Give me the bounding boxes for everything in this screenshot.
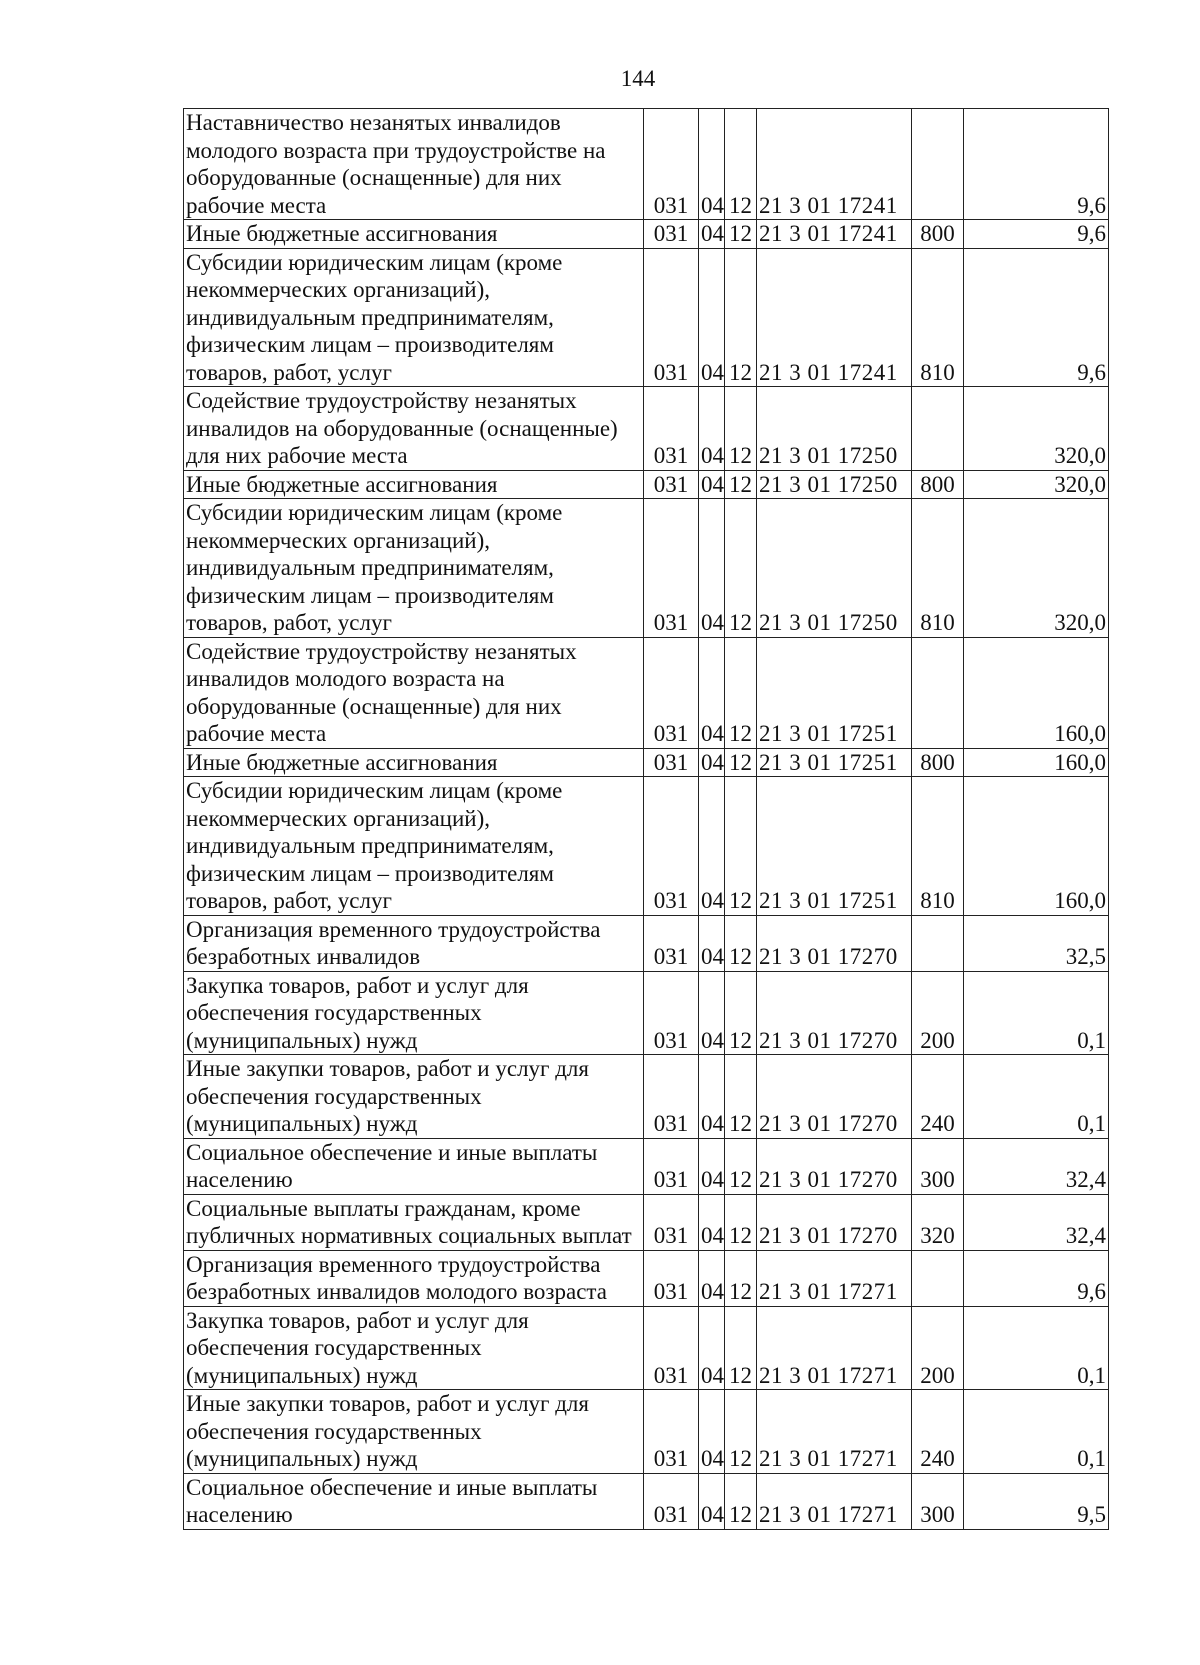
target-article-cell: 21 3 01 17270 xyxy=(757,915,912,971)
expense-type-cell xyxy=(912,915,964,971)
amount-cell: 160,0 xyxy=(964,748,1109,777)
expense-type-cell: 240 xyxy=(912,1390,964,1474)
subsection-code-cell: 12 xyxy=(725,1390,757,1474)
admin-code-cell: 031 xyxy=(644,971,699,1055)
admin-code-cell: 031 xyxy=(644,1194,699,1250)
subsection-code-cell: 12 xyxy=(725,499,757,638)
target-article-cell: 21 3 01 17271 xyxy=(757,1390,912,1474)
expense-name-cell: Содействие трудоустройству незанятых инвалидов на оборудованные (оснащенные) для них рабочие места xyxy=(184,387,644,471)
amount-cell: 160,0 xyxy=(964,777,1109,916)
expense-name-cell: Субсидии юридическим лицам (кроме некоммерческих организаций), индивидуальным предпринимателям, физическим лицам – производителям товаров, работ, услуг xyxy=(184,777,644,916)
subsection-code-cell: 12 xyxy=(725,637,757,748)
amount-cell: 0,1 xyxy=(964,1055,1109,1139)
admin-code-cell: 031 xyxy=(644,748,699,777)
expense-type-cell: 200 xyxy=(912,971,964,1055)
expense-name-cell: Социальные выплаты гражданам, кроме публичных нормативных социальных выплат xyxy=(184,1194,644,1250)
expense-type-cell: 810 xyxy=(912,499,964,638)
amount-cell: 9,6 xyxy=(964,109,1109,220)
target-article-cell: 21 3 01 17251 xyxy=(757,637,912,748)
admin-code-cell: 031 xyxy=(644,1473,699,1529)
expense-type-cell xyxy=(912,109,964,220)
subsection-code-cell: 12 xyxy=(725,748,757,777)
amount-cell: 0,1 xyxy=(964,1390,1109,1474)
subsection-code-cell: 12 xyxy=(725,971,757,1055)
expense-name-cell: Организация временного трудоустройства безработных инвалидов молодого возраста xyxy=(184,1250,644,1306)
subsection-code-cell: 12 xyxy=(725,109,757,220)
amount-cell: 9,5 xyxy=(964,1473,1109,1529)
table-row xyxy=(184,748,1109,777)
admin-code-cell: 031 xyxy=(644,777,699,916)
expense-name-cell: Социальное обеспечение и иные выплаты населению xyxy=(184,1138,644,1194)
section-code-cell: 04 xyxy=(699,1306,725,1390)
expense-type-cell: 800 xyxy=(912,220,964,249)
amount-cell: 160,0 xyxy=(964,637,1109,748)
amount-cell: 320,0 xyxy=(964,470,1109,499)
section-code-cell: 04 xyxy=(699,637,725,748)
target-article-cell: 21 3 01 17271 xyxy=(757,1473,912,1529)
amount-cell: 9,6 xyxy=(964,220,1109,249)
amount-cell: 9,6 xyxy=(964,248,1109,387)
expense-type-cell xyxy=(912,1250,964,1306)
expense-type-cell: 810 xyxy=(912,777,964,916)
section-code-cell: 04 xyxy=(699,971,725,1055)
expense-name-cell: Иные бюджетные ассигнования xyxy=(184,220,644,249)
target-article-cell: 21 3 01 17250 xyxy=(757,499,912,638)
expense-name-cell: Содействие трудоустройству незанятых инвалидов молодого возраста на оборудованные (оснащенные) для них рабочие места xyxy=(184,637,644,748)
table-row xyxy=(184,1306,1109,1390)
expense-type-cell: 810 xyxy=(912,248,964,387)
subsection-code-cell: 12 xyxy=(725,387,757,471)
admin-code-cell: 031 xyxy=(644,1306,699,1390)
target-article-cell: 21 3 01 17241 xyxy=(757,248,912,387)
section-code-cell: 04 xyxy=(699,470,725,499)
expense-type-cell: 800 xyxy=(912,470,964,499)
expense-name-cell: Закупка товаров, работ и услуг для обеспечения государственных (муниципальных) нужд xyxy=(184,1306,644,1390)
expense-name-cell: Наставничество незанятых инвалидов молодого возраста при трудоустройстве на оборудованные (оснащенные) для них рабочие места xyxy=(184,109,644,220)
expense-name-cell: Иные бюджетные ассигнования xyxy=(184,748,644,777)
table-row xyxy=(184,109,1109,220)
expense-type-cell: 800 xyxy=(912,748,964,777)
subsection-code-cell: 12 xyxy=(725,1055,757,1139)
admin-code-cell: 031 xyxy=(644,915,699,971)
table-row xyxy=(184,499,1109,638)
table-row xyxy=(184,220,1109,249)
section-code-cell: 04 xyxy=(699,109,725,220)
target-article-cell: 21 3 01 17270 xyxy=(757,1138,912,1194)
target-article-cell: 21 3 01 17271 xyxy=(757,1306,912,1390)
table-row xyxy=(184,915,1109,971)
table-row xyxy=(184,1390,1109,1474)
expense-name-cell: Иные закупки товаров, работ и услуг для обеспечения государственных (муниципальных) нужд xyxy=(184,1055,644,1139)
section-code-cell: 04 xyxy=(699,777,725,916)
amount-cell: 9,6 xyxy=(964,1250,1109,1306)
subsection-code-cell: 12 xyxy=(725,220,757,249)
subsection-code-cell: 12 xyxy=(725,1194,757,1250)
admin-code-cell: 031 xyxy=(644,1390,699,1474)
expense-name-cell: Иные закупки товаров, работ и услуг для обеспечения государственных (муниципальных) нужд xyxy=(184,1390,644,1474)
amount-cell: 32,4 xyxy=(964,1194,1109,1250)
admin-code-cell: 031 xyxy=(644,470,699,499)
target-article-cell: 21 3 01 17271 xyxy=(757,1250,912,1306)
expense-type-cell xyxy=(912,637,964,748)
section-code-cell: 04 xyxy=(699,1194,725,1250)
admin-code-cell: 031 xyxy=(644,248,699,387)
amount-cell: 320,0 xyxy=(964,387,1109,471)
target-article-cell: 21 3 01 17241 xyxy=(757,109,912,220)
page-number: 144 xyxy=(620,66,656,91)
target-article-cell: 21 3 01 17270 xyxy=(757,1194,912,1250)
section-code-cell: 04 xyxy=(699,748,725,777)
table-row xyxy=(184,470,1109,499)
table-row xyxy=(184,387,1109,471)
expense-name-cell: Социальное обеспечение и иные выплаты населению xyxy=(184,1473,644,1529)
amount-cell: 320,0 xyxy=(964,499,1109,638)
expense-name-cell: Организация временного трудоустройства безработных инвалидов xyxy=(184,915,644,971)
admin-code-cell: 031 xyxy=(644,499,699,638)
table-row xyxy=(184,1055,1109,1139)
target-article-cell: 21 3 01 17250 xyxy=(757,387,912,471)
budget-table-body xyxy=(184,109,1109,1530)
target-article-cell: 21 3 01 17270 xyxy=(757,971,912,1055)
subsection-code-cell: 12 xyxy=(725,1138,757,1194)
section-code-cell: 04 xyxy=(699,387,725,471)
expense-type-cell: 200 xyxy=(912,1306,964,1390)
subsection-code-cell: 12 xyxy=(725,470,757,499)
amount-cell: 0,1 xyxy=(964,971,1109,1055)
subsection-code-cell: 12 xyxy=(725,1306,757,1390)
budget-table xyxy=(183,108,1109,1530)
section-code-cell: 04 xyxy=(699,1473,725,1529)
table-row xyxy=(184,248,1109,387)
admin-code-cell: 031 xyxy=(644,387,699,471)
target-article-cell: 21 3 01 17251 xyxy=(757,777,912,916)
expense-type-cell xyxy=(912,387,964,471)
admin-code-cell: 031 xyxy=(644,1250,699,1306)
expense-name-cell: Субсидии юридическим лицам (кроме некоммерческих организаций), индивидуальным предпринимателям, физическим лицам – производителям товаров, работ, услуг xyxy=(184,248,644,387)
admin-code-cell: 031 xyxy=(644,1138,699,1194)
admin-code-cell: 031 xyxy=(644,637,699,748)
expense-type-cell: 240 xyxy=(912,1055,964,1139)
expense-type-cell: 320 xyxy=(912,1194,964,1250)
table-row xyxy=(184,637,1109,748)
table-row xyxy=(184,777,1109,916)
expense-type-cell: 300 xyxy=(912,1473,964,1529)
section-code-cell: 04 xyxy=(699,1250,725,1306)
amount-cell: 32,5 xyxy=(964,915,1109,971)
target-article-cell: 21 3 01 17251 xyxy=(757,748,912,777)
subsection-code-cell: 12 xyxy=(725,1473,757,1529)
admin-code-cell: 031 xyxy=(644,220,699,249)
target-article-cell: 21 3 01 17241 xyxy=(757,220,912,249)
table-row xyxy=(184,1473,1109,1529)
section-code-cell: 04 xyxy=(699,915,725,971)
section-code-cell: 04 xyxy=(699,220,725,249)
amount-cell: 0,1 xyxy=(964,1306,1109,1390)
section-code-cell: 04 xyxy=(699,248,725,387)
target-article-cell: 21 3 01 17270 xyxy=(757,1055,912,1139)
table-row xyxy=(184,971,1109,1055)
subsection-code-cell: 12 xyxy=(725,248,757,387)
expense-name-cell: Иные бюджетные ассигнования xyxy=(184,470,644,499)
section-code-cell: 04 xyxy=(699,1055,725,1139)
table-row xyxy=(184,1250,1109,1306)
section-code-cell: 04 xyxy=(699,1390,725,1474)
expense-type-cell: 300 xyxy=(912,1138,964,1194)
table-row xyxy=(184,1138,1109,1194)
section-code-cell: 04 xyxy=(699,499,725,638)
admin-code-cell: 031 xyxy=(644,1055,699,1139)
section-code-cell: 04 xyxy=(699,1138,725,1194)
amount-cell: 32,4 xyxy=(964,1138,1109,1194)
subsection-code-cell: 12 xyxy=(725,915,757,971)
table-row xyxy=(184,1194,1109,1250)
subsection-code-cell: 12 xyxy=(725,1250,757,1306)
expense-name-cell: Закупка товаров, работ и услуг для обеспечения государственных (муниципальных) нужд xyxy=(184,971,644,1055)
subsection-code-cell: 12 xyxy=(725,777,757,916)
expense-name-cell: Субсидии юридическим лицам (кроме некоммерческих организаций), индивидуальным предпринимателям, физическим лицам – производителям товаров, работ, услуг xyxy=(184,499,644,638)
admin-code-cell: 031 xyxy=(644,109,699,220)
target-article-cell: 21 3 01 17250 xyxy=(757,470,912,499)
